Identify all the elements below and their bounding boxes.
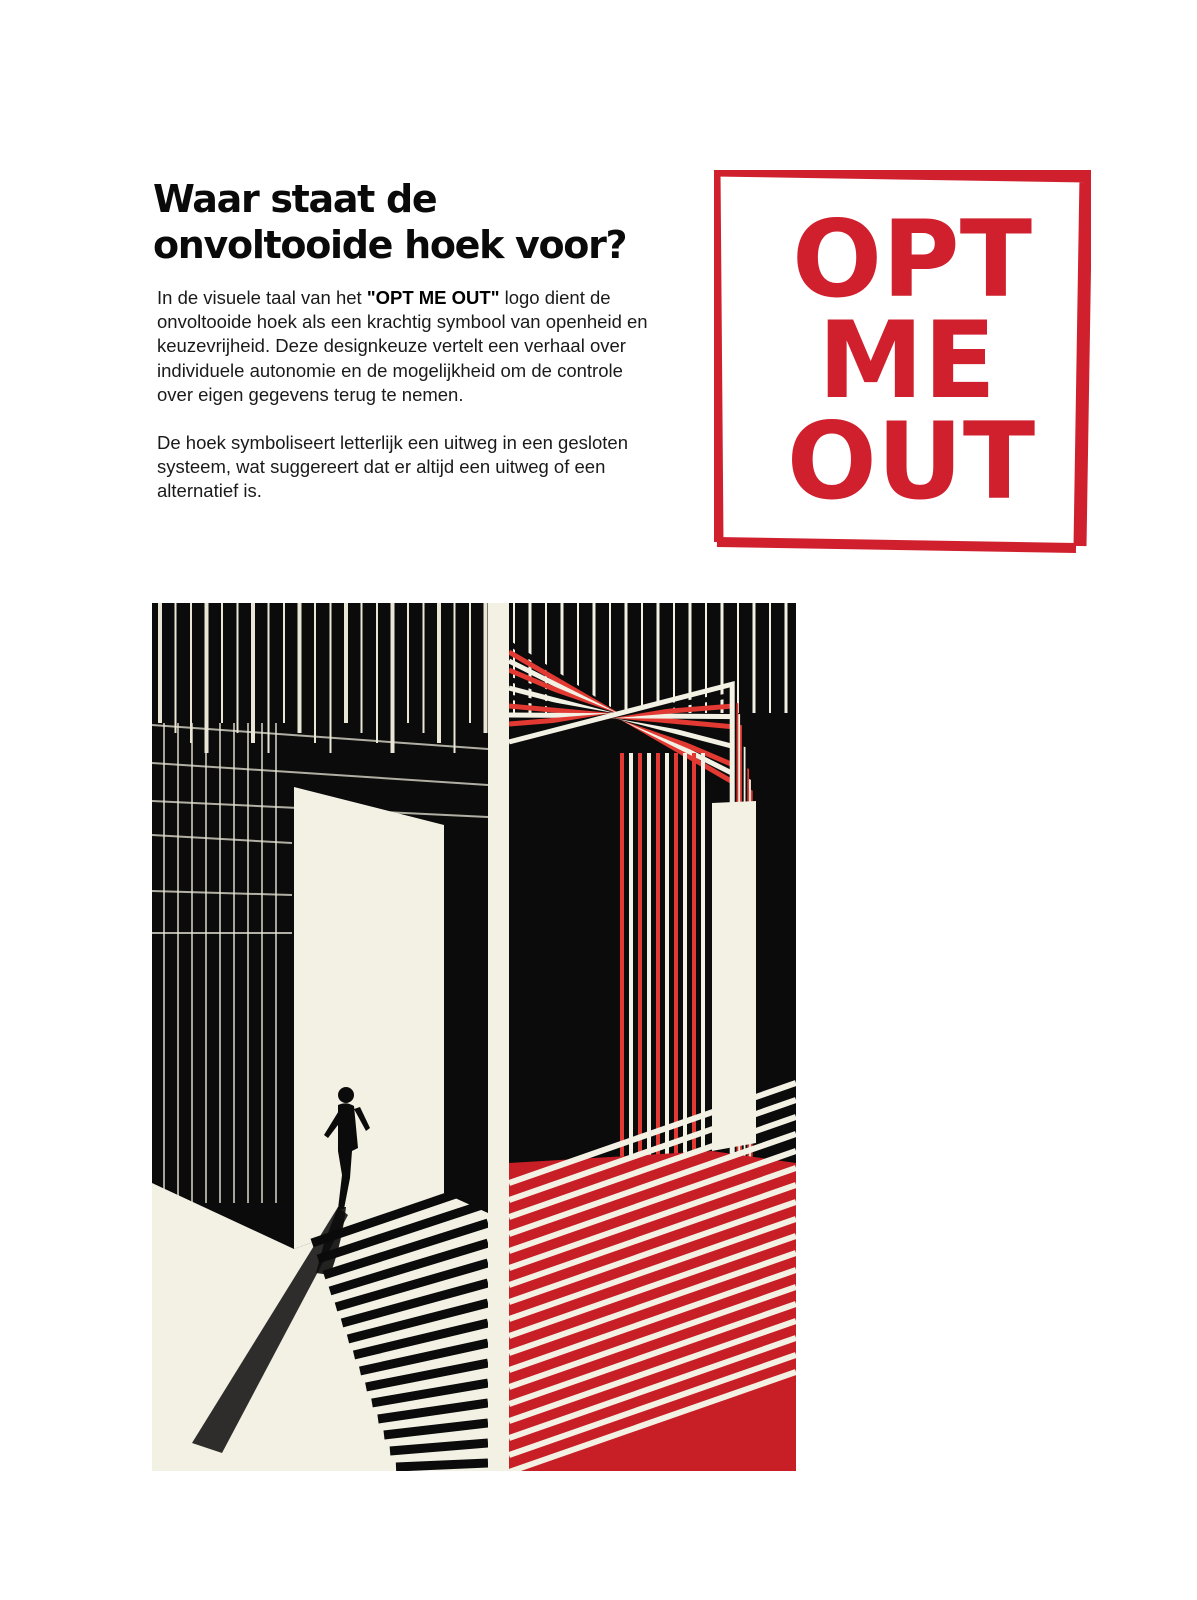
paragraph-1 bbox=[157, 286, 657, 407]
logo-name-emphasis: "OPT ME OUT" bbox=[366, 287, 500, 308]
logo-word-me: ME bbox=[818, 299, 996, 422]
logo-word-opt: OPT bbox=[791, 198, 1033, 321]
paragraph-1-start: In de visuele taal van het bbox=[157, 287, 367, 308]
illustration-graphic bbox=[152, 603, 796, 1471]
right-panel-art bbox=[509, 603, 796, 1471]
paragraph-1-end: logo dient de onvoltooide hoek als een krachtig symbool van openheid en keuzevrijheid. Deze designkeuze vertelt een verhaal over individuele autonomie en de mogelijkheid om de controle over eigen gegevens terug te nemen. bbox=[157, 287, 648, 405]
left-panel-art bbox=[152, 603, 488, 1471]
opt-me-out-logo bbox=[714, 170, 1091, 560]
left-doorway bbox=[294, 787, 444, 1249]
logo-graphic bbox=[714, 170, 1091, 560]
logo-word-out: OUT bbox=[786, 400, 1036, 523]
intro-text bbox=[157, 286, 657, 504]
art-line bbox=[396, 1463, 488, 1467]
paragraph-2: De hoek symboliseert letterlijk een uitweg in een gesloten systeem, wat suggereert dat er altijd een uitweg of een alternatief is. bbox=[157, 432, 628, 502]
logo-frame-bottom bbox=[717, 542, 1076, 548]
heading-line-2: onvoltooide hoek voor? bbox=[153, 223, 627, 267]
heading-line-1: Waar staat de bbox=[153, 177, 437, 221]
illustration-diptych bbox=[152, 603, 796, 1471]
page-heading bbox=[153, 176, 673, 268]
